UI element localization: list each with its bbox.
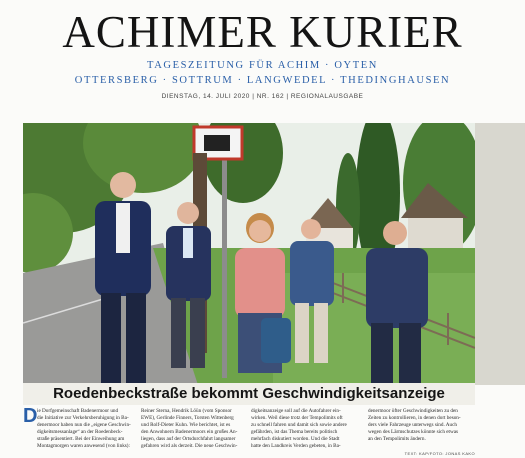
article-headline: Roedenbeckstraße bekommt Geschwindigkeitsanzeige [23,383,475,405]
masthead [0,0,525,118]
body-column-4 [368,408,478,452]
body-column-3 [251,408,361,452]
body-line: Montagmorgen waren anwesend (von links): [37,442,130,449]
body-line: digkeitsanzeige soll auf die Autofahrer ein- [251,408,341,414]
subtitle-line-2: OTTERSBERG · SOTTRUM · LANGWEDEL · THEDINGHAUSEN [74,75,451,86]
body-line: denermoor öfter Geschwindigkeiten zu den [368,408,458,414]
article-photo [23,123,475,385]
body-line: zu schnell fahren und damit sich sowie andere [251,421,347,428]
photo-credit: TEXT: KAP/FOTO: JONAS KAKO [404,451,475,456]
body-column-1 [37,408,132,452]
body-line: ie Dorfgemeinschaft Badenermoor und [37,408,119,414]
body-line: wirken. Weil diese trotz der Tempolimits oft [251,414,343,421]
body-line: denermoor haben nun die „eigene Geschwin- [37,421,131,428]
subtitle-line-1: TAGESZEITUNG FÜR ACHIM · OYTEN [147,60,378,71]
body-line: mehrfach diskutiert worden. Und die Stadt [251,435,340,442]
body-line: die Initiative zur Verkehrsberuhigung in Ba- [37,414,129,421]
body-line: hatte den Landkreis Verden gebeten, in Ba- [251,442,341,449]
body-line: straße präsentiert. Bei der Einweihung am [37,435,125,442]
adjacent-column-edge [475,123,525,385]
body-column-2 [141,408,239,452]
body-line: gefährden, ist das Thema bereits politisch [251,428,338,435]
body-line: Zeiten zu kontrollieren, in denen dort beson- [368,414,461,421]
newspaper-title: ACHIMER KURIER [62,7,463,57]
body-line: Reiner Sterna, Hendrik Löün (vom Sponsor [141,408,232,414]
body-line: gefahren wird als derzeit. Die neue Geschwin- [141,442,238,449]
body-line: den Anwohnern Badenermoors ein großes An- [141,428,238,435]
body-line: ders viele Fahrzeuge unterwegs sind. Auch [368,421,458,428]
body-line: an den Tempolimits ändern. [368,435,426,442]
body-line: digkeitsmessanlage“ an der Roedenbeck- [37,428,123,435]
drop-cap: D [23,405,38,427]
dateline: DIENSTAG, 14. JULI 2020 | NR. 162 | REGIONALAUSGABE [161,93,364,100]
body-line: EWE), Gerlinde Finners, Torsten Wittenberg [141,414,234,421]
body-line: und Rolf-Dieter Kuhn. Wie berichtet, ist es [141,421,231,428]
photo-illustration [23,123,475,385]
body-line: wegen des Lärmschutzes könnte sich etwas [368,428,459,435]
body-line: liegen, dass auf der Ortsdurchfahrt langsamer [141,435,236,442]
